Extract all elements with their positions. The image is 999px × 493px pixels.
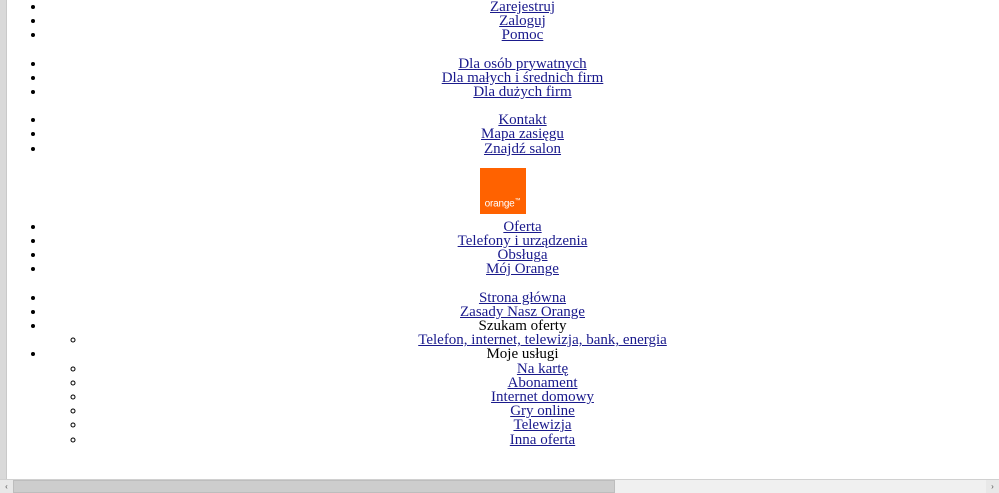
nav-item-moj-orange[interactable]: Mój Orange [486, 261, 559, 278]
list-item[interactable] [46, 220, 999, 234]
link-pomoc[interactable]: Pomoc [501, 27, 544, 44]
list-item[interactable] [86, 376, 999, 390]
section-list-moje-uslugi [46, 362, 999, 447]
breadcrumb [6, 291, 999, 447]
list-item[interactable] [46, 262, 999, 276]
top-utility-list [6, 0, 999, 43]
list-item[interactable] [46, 57, 999, 71]
link-kontakt[interactable]: Kontakt [498, 112, 547, 129]
logo-wordmark: orange™ [484, 197, 521, 209]
page-content [6, 0, 999, 493]
link-na-karte[interactable]: Na kartę [516, 360, 569, 377]
list-item[interactable] [86, 433, 999, 447]
list-item [46, 319, 999, 347]
section-heading-szukam-oferty: Szukam oferty [478, 318, 567, 335]
link-internet-domowy[interactable]: Internet domowy [491, 389, 594, 406]
list-item[interactable] [46, 248, 999, 262]
list-item[interactable] [86, 404, 999, 418]
link-dla-malych-i-srednich-firm[interactable]: Dla małych i średnich firm [441, 69, 604, 86]
horizontal-scrollbar[interactable] [0, 479, 999, 493]
nav-item-obsluga[interactable]: Obsługa [497, 247, 548, 264]
scroll-left-arrow-icon[interactable]: ‹ [0, 480, 13, 493]
list-item[interactable] [86, 333, 999, 347]
section-heading-moje-uslugi: Moje usługi [486, 346, 559, 363]
nav-item-oferta[interactable]: Oferta [503, 218, 542, 235]
list-item [46, 347, 999, 446]
scroll-right-arrow-icon[interactable]: › [986, 480, 999, 493]
section-list-szukam-oferty [46, 333, 999, 347]
link-abonament[interactable]: Abonament [507, 374, 578, 391]
spacer [6, 43, 999, 57]
list-item[interactable] [86, 362, 999, 376]
orange-logo-icon[interactable] [480, 168, 526, 214]
link-znajdz-salon[interactable]: Znajdź salon [483, 140, 562, 157]
contact-list [6, 113, 999, 156]
link-mapa-zasiegu[interactable]: Mapa zasięgu [481, 126, 564, 143]
list-item[interactable] [46, 142, 999, 156]
main-nav-list [6, 220, 999, 277]
spacer [6, 99, 999, 113]
scrollbar-thumb[interactable] [13, 480, 615, 493]
link-inna-oferta[interactable]: Inna oferta [509, 431, 576, 448]
link-dla-osob-prywatnych[interactable]: Dla osób prywatnych [458, 55, 587, 72]
logo-container[interactable] [6, 156, 999, 220]
list-item[interactable] [86, 390, 999, 404]
list-item[interactable] [46, 291, 999, 305]
link-zaloguj[interactable]: Zaloguj [499, 13, 546, 30]
segment-list [6, 57, 999, 100]
spacer [6, 277, 999, 291]
list-item[interactable] [46, 28, 999, 42]
nav-item-telefony-i-urzadzenia[interactable]: Telefony i urządzenia [457, 233, 588, 250]
list-item[interactable] [46, 113, 999, 127]
list-item[interactable] [46, 71, 999, 85]
list-item[interactable] [46, 234, 999, 248]
link-gry-online[interactable]: Gry online [510, 403, 575, 420]
list-item[interactable] [46, 85, 999, 99]
link-dla-duzych-firm[interactable]: Dla dużych firm [473, 84, 572, 101]
list-item[interactable] [86, 418, 999, 432]
scrollbar-track[interactable] [13, 480, 986, 493]
list-item[interactable] [46, 305, 999, 319]
link-telefon-internet-telewizja-bank-energia[interactable]: Telefon, internet, telewizja, bank, energia [418, 332, 667, 349]
link-telewizja[interactable]: Telewizja [513, 417, 572, 434]
link-zarejestruj[interactable]: Zarejestruj [490, 0, 555, 15]
breadcrumb-strona-glowna[interactable]: Strona główna [478, 289, 567, 306]
list-item[interactable] [46, 0, 999, 14]
list-item[interactable] [46, 14, 999, 28]
breadcrumb-zasady-nasz-orange[interactable]: Zasady Nasz Orange [460, 303, 585, 320]
list-item[interactable] [46, 127, 999, 141]
